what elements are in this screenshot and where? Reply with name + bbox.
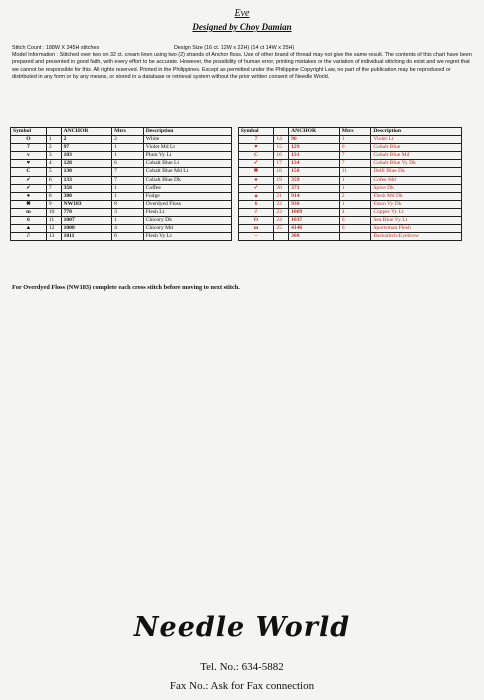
meters-value: 1 <box>112 144 144 152</box>
meters-value: 3 <box>112 208 144 216</box>
symbol-header: Symbol <box>11 128 47 136</box>
number-header <box>274 128 289 136</box>
stitch-symbol: 6 <box>238 200 274 208</box>
stitch-symbol: 7 <box>11 144 47 152</box>
legend-body <box>11 136 462 241</box>
anchor-number: 130 <box>61 168 112 176</box>
color-description: Flesh Vy Lt <box>143 233 232 241</box>
design-size: Design Size (16 ct. 12W x 22H) (14 ct 14W x 25H) <box>174 45 295 51</box>
stitch-size-row <box>12 45 474 52</box>
legend-row <box>11 217 462 225</box>
number-header <box>46 128 61 136</box>
row-number: 2 <box>46 144 61 152</box>
row-number: 23 <box>274 208 289 216</box>
meters-value: 1 <box>112 192 144 200</box>
stitch-symbol: ● <box>11 192 47 200</box>
anchor-number: 1009 <box>289 208 340 216</box>
color-description: Chicory Md <box>143 225 232 233</box>
fax-number: Fax No.: Ask for Fax connection <box>169 680 315 692</box>
color-description: Backstitch-Eyebrow <box>371 233 462 241</box>
meters-value <box>339 233 371 241</box>
color-description: Flesh Md Dk <box>371 192 462 200</box>
stitch-symbol: 6 <box>11 217 47 225</box>
row-number: 9 <box>46 200 61 208</box>
legend-row <box>11 208 462 216</box>
row-number: 1 <box>46 136 61 144</box>
meters-value: 7 <box>112 176 144 184</box>
row-number: 12 <box>46 225 61 233</box>
color-description: Cobalt Blue Vy Dk <box>371 160 462 168</box>
telephone-number: Tel. No.: 634-5882 <box>200 661 284 673</box>
brand-logo: Needle World <box>133 612 351 643</box>
row-number: 17 <box>274 160 289 168</box>
designer-credit: Designed by Choy Damian <box>192 22 292 32</box>
color-description: Delft Blue Dk <box>371 168 462 176</box>
stitch-symbol: ● <box>238 176 274 184</box>
mtrs-header: Mtrs <box>112 128 144 136</box>
color-description: Cofee Md <box>371 176 462 184</box>
color-description: Coffee <box>143 184 232 192</box>
anchor-number: 936 <box>289 200 340 208</box>
legend-row <box>11 144 462 152</box>
row-number: 6 <box>46 176 61 184</box>
anchor-header: ANCHOR <box>289 128 340 136</box>
stitch-symbol: O <box>238 217 274 225</box>
description-header: Description <box>371 128 462 136</box>
meters-value: 2 <box>339 192 371 200</box>
stitch-symbol: C <box>11 168 47 176</box>
stitch-symbol: ✓ <box>238 184 274 192</box>
row-number: 18 <box>274 168 289 176</box>
meters-value: 2 <box>112 136 144 144</box>
stitch-symbol: ✖ <box>11 200 47 208</box>
row-number <box>274 233 289 241</box>
meters-value: 1 <box>112 184 144 192</box>
anchor-number: 96 <box>289 136 340 144</box>
legend-row <box>11 136 462 144</box>
anchor-number: 4146 <box>289 225 340 233</box>
anchor-number: 1008 <box>61 225 112 233</box>
color-description: Violet Lt <box>371 136 462 144</box>
row-number: 13 <box>46 233 61 241</box>
anchor-number: 129 <box>289 144 340 152</box>
color-description: Sportsman Flesh <box>371 225 462 233</box>
anchor-number: 380 <box>289 233 340 241</box>
anchor-number: 131 <box>289 152 340 160</box>
color-description: Sea Blue Vy Lt <box>371 217 462 225</box>
meters-value: 4 <box>339 208 371 216</box>
row-number: 19 <box>274 176 289 184</box>
meters-value: 8 <box>112 200 144 208</box>
meters-value: 4 <box>112 225 144 233</box>
stitch-symbol: ▲ <box>238 192 274 200</box>
stitch-symbol: ✓ <box>238 160 274 168</box>
row-number: 4 <box>46 160 61 168</box>
color-description: Cobalt Blue Md <box>371 152 462 160</box>
stitch-symbol: ∂ <box>11 233 47 241</box>
anchor-number: NW183 <box>61 200 112 208</box>
anchor-number: 380 <box>61 192 112 200</box>
color-description: Fawn Vy Dk <box>371 200 462 208</box>
row-number: 11 <box>46 217 61 225</box>
row-number: 7 <box>46 184 61 192</box>
color-description: Flesh Lt <box>143 208 232 216</box>
anchor-number: 914 <box>289 192 340 200</box>
meters-value: 1 <box>339 200 371 208</box>
legend-row <box>11 176 462 184</box>
stitch-symbol: -- <box>238 233 274 241</box>
description-header: Description <box>143 128 232 136</box>
pattern-info <box>12 45 474 81</box>
overdyed-floss-note: For Overdyed Floss (NW183) complete each cross stitch before moving to next stitch. <box>12 284 240 291</box>
stitch-symbol: v <box>11 152 47 160</box>
meters-value: 6 <box>339 144 371 152</box>
anchor-number: 1037 <box>289 217 340 225</box>
row-number: 15 <box>274 144 289 152</box>
meters-value: 1 <box>339 184 371 192</box>
color-description: Violet Md Lt <box>143 144 232 152</box>
anchor-number: 128 <box>61 160 112 168</box>
stitch-symbol: ✓ <box>11 176 47 184</box>
anchor-number: 1011 <box>61 233 112 241</box>
color-description: Chicory Dk <box>143 217 232 225</box>
anchor-number: 358 <box>61 184 112 192</box>
row-number: 5 <box>46 168 61 176</box>
color-description: Cobalt Blue <box>371 144 462 152</box>
legend-row <box>11 160 462 168</box>
stitch-count: Stitch Count : 188W X 345H stitches <box>12 45 100 51</box>
anchor-number: 1007 <box>61 217 112 225</box>
legend-row <box>11 184 462 192</box>
symbol-header: Symbol <box>238 128 274 136</box>
anchor-number: 2 <box>61 136 112 144</box>
color-description: Spice Dk <box>371 184 462 192</box>
meters-value: 1 <box>112 152 144 160</box>
legend-row <box>11 168 462 176</box>
color-description: Cobalt Blue Md Lt <box>143 168 232 176</box>
legend-header-row <box>11 128 462 136</box>
model-information: Model Information : Stitched over two on 32 ct. cream linen using two (2) strands of Anchor floss. Use of other brand of thread may not give the same result. The contents of this chart have been prepared and presented in good faith, with every effort to be accurate. However, the possibility of human error, printing mistakes or the variation of individual stitching do exist and we regret that we cannot be responsible for this. All rights reserved. Printed in the Philippines. Except as permitted under the Philippine Copyright Law, no part of the publication may be reproduced or distributed in any form or by any means, or stored in a database or retrieval system without the prior written consent of Needle World. <box>12 52 472 80</box>
stitch-symbol: ♥ <box>238 144 274 152</box>
legend-row <box>11 192 462 200</box>
row-number: 8 <box>46 192 61 200</box>
row-number: 14 <box>274 136 289 144</box>
anchor-header: ANCHOR <box>61 128 112 136</box>
color-description: Plum Vy Lt <box>143 152 232 160</box>
meters-value: 7 <box>339 152 371 160</box>
meters-value: 6 <box>112 160 144 168</box>
anchor-number: 359 <box>289 176 340 184</box>
stitch-symbol: C <box>238 152 274 160</box>
meters-value: 1 <box>112 217 144 225</box>
color-description: Overdyed Floss <box>143 200 232 208</box>
color-description: Copper Vy Lt <box>371 208 462 216</box>
row-number: 24 <box>274 217 289 225</box>
anchor-number: 778 <box>61 208 112 216</box>
pattern-title: Eve <box>234 8 250 19</box>
row-number: 25 <box>274 225 289 233</box>
meters-value: 1 <box>339 176 371 184</box>
row-number: 16 <box>274 152 289 160</box>
meters-value: 1 <box>339 136 371 144</box>
stitch-symbol: ∂ <box>238 208 274 216</box>
anchor-number: 133 <box>61 176 112 184</box>
meters-value: 7 <box>339 160 371 168</box>
color-description: White <box>143 136 232 144</box>
anchor-number: 134 <box>289 160 340 168</box>
legend-row <box>11 152 462 160</box>
meters-value: 6 <box>112 233 144 241</box>
anchor-number: 150 <box>289 168 340 176</box>
color-description: Cobalt Blue Lt <box>143 160 232 168</box>
stitch-symbol: ▲ <box>11 225 47 233</box>
anchor-number: 371 <box>289 184 340 192</box>
row-number: 20 <box>274 184 289 192</box>
meters-value: 7 <box>112 168 144 176</box>
row-number: 22 <box>274 200 289 208</box>
row-number: 10 <box>46 208 61 216</box>
stitch-symbol: m <box>11 208 47 216</box>
stitch-symbol: ✖ <box>238 168 274 176</box>
legend-row <box>11 225 462 233</box>
meters-value: 11 <box>339 168 371 176</box>
stitch-symbol: O <box>11 136 47 144</box>
legend-row <box>11 200 462 208</box>
stitch-symbol: ♥ <box>11 160 47 168</box>
row-number: 21 <box>274 192 289 200</box>
thread-legend-table <box>10 127 462 241</box>
meters-value: 6 <box>339 217 371 225</box>
anchor-number: 103 <box>61 152 112 160</box>
color-description: Fudge <box>143 192 232 200</box>
stitch-symbol: m <box>238 225 274 233</box>
color-description: Cobalt Blue Dk <box>143 176 232 184</box>
stitch-symbol: 7 <box>238 136 274 144</box>
anchor-number: 97 <box>61 144 112 152</box>
stitch-symbol: ✓ <box>11 184 47 192</box>
legend-row <box>11 233 462 241</box>
mtrs-header: Mtrs <box>339 128 371 136</box>
meters-value: 6 <box>339 225 371 233</box>
row-number: 3 <box>46 152 61 160</box>
